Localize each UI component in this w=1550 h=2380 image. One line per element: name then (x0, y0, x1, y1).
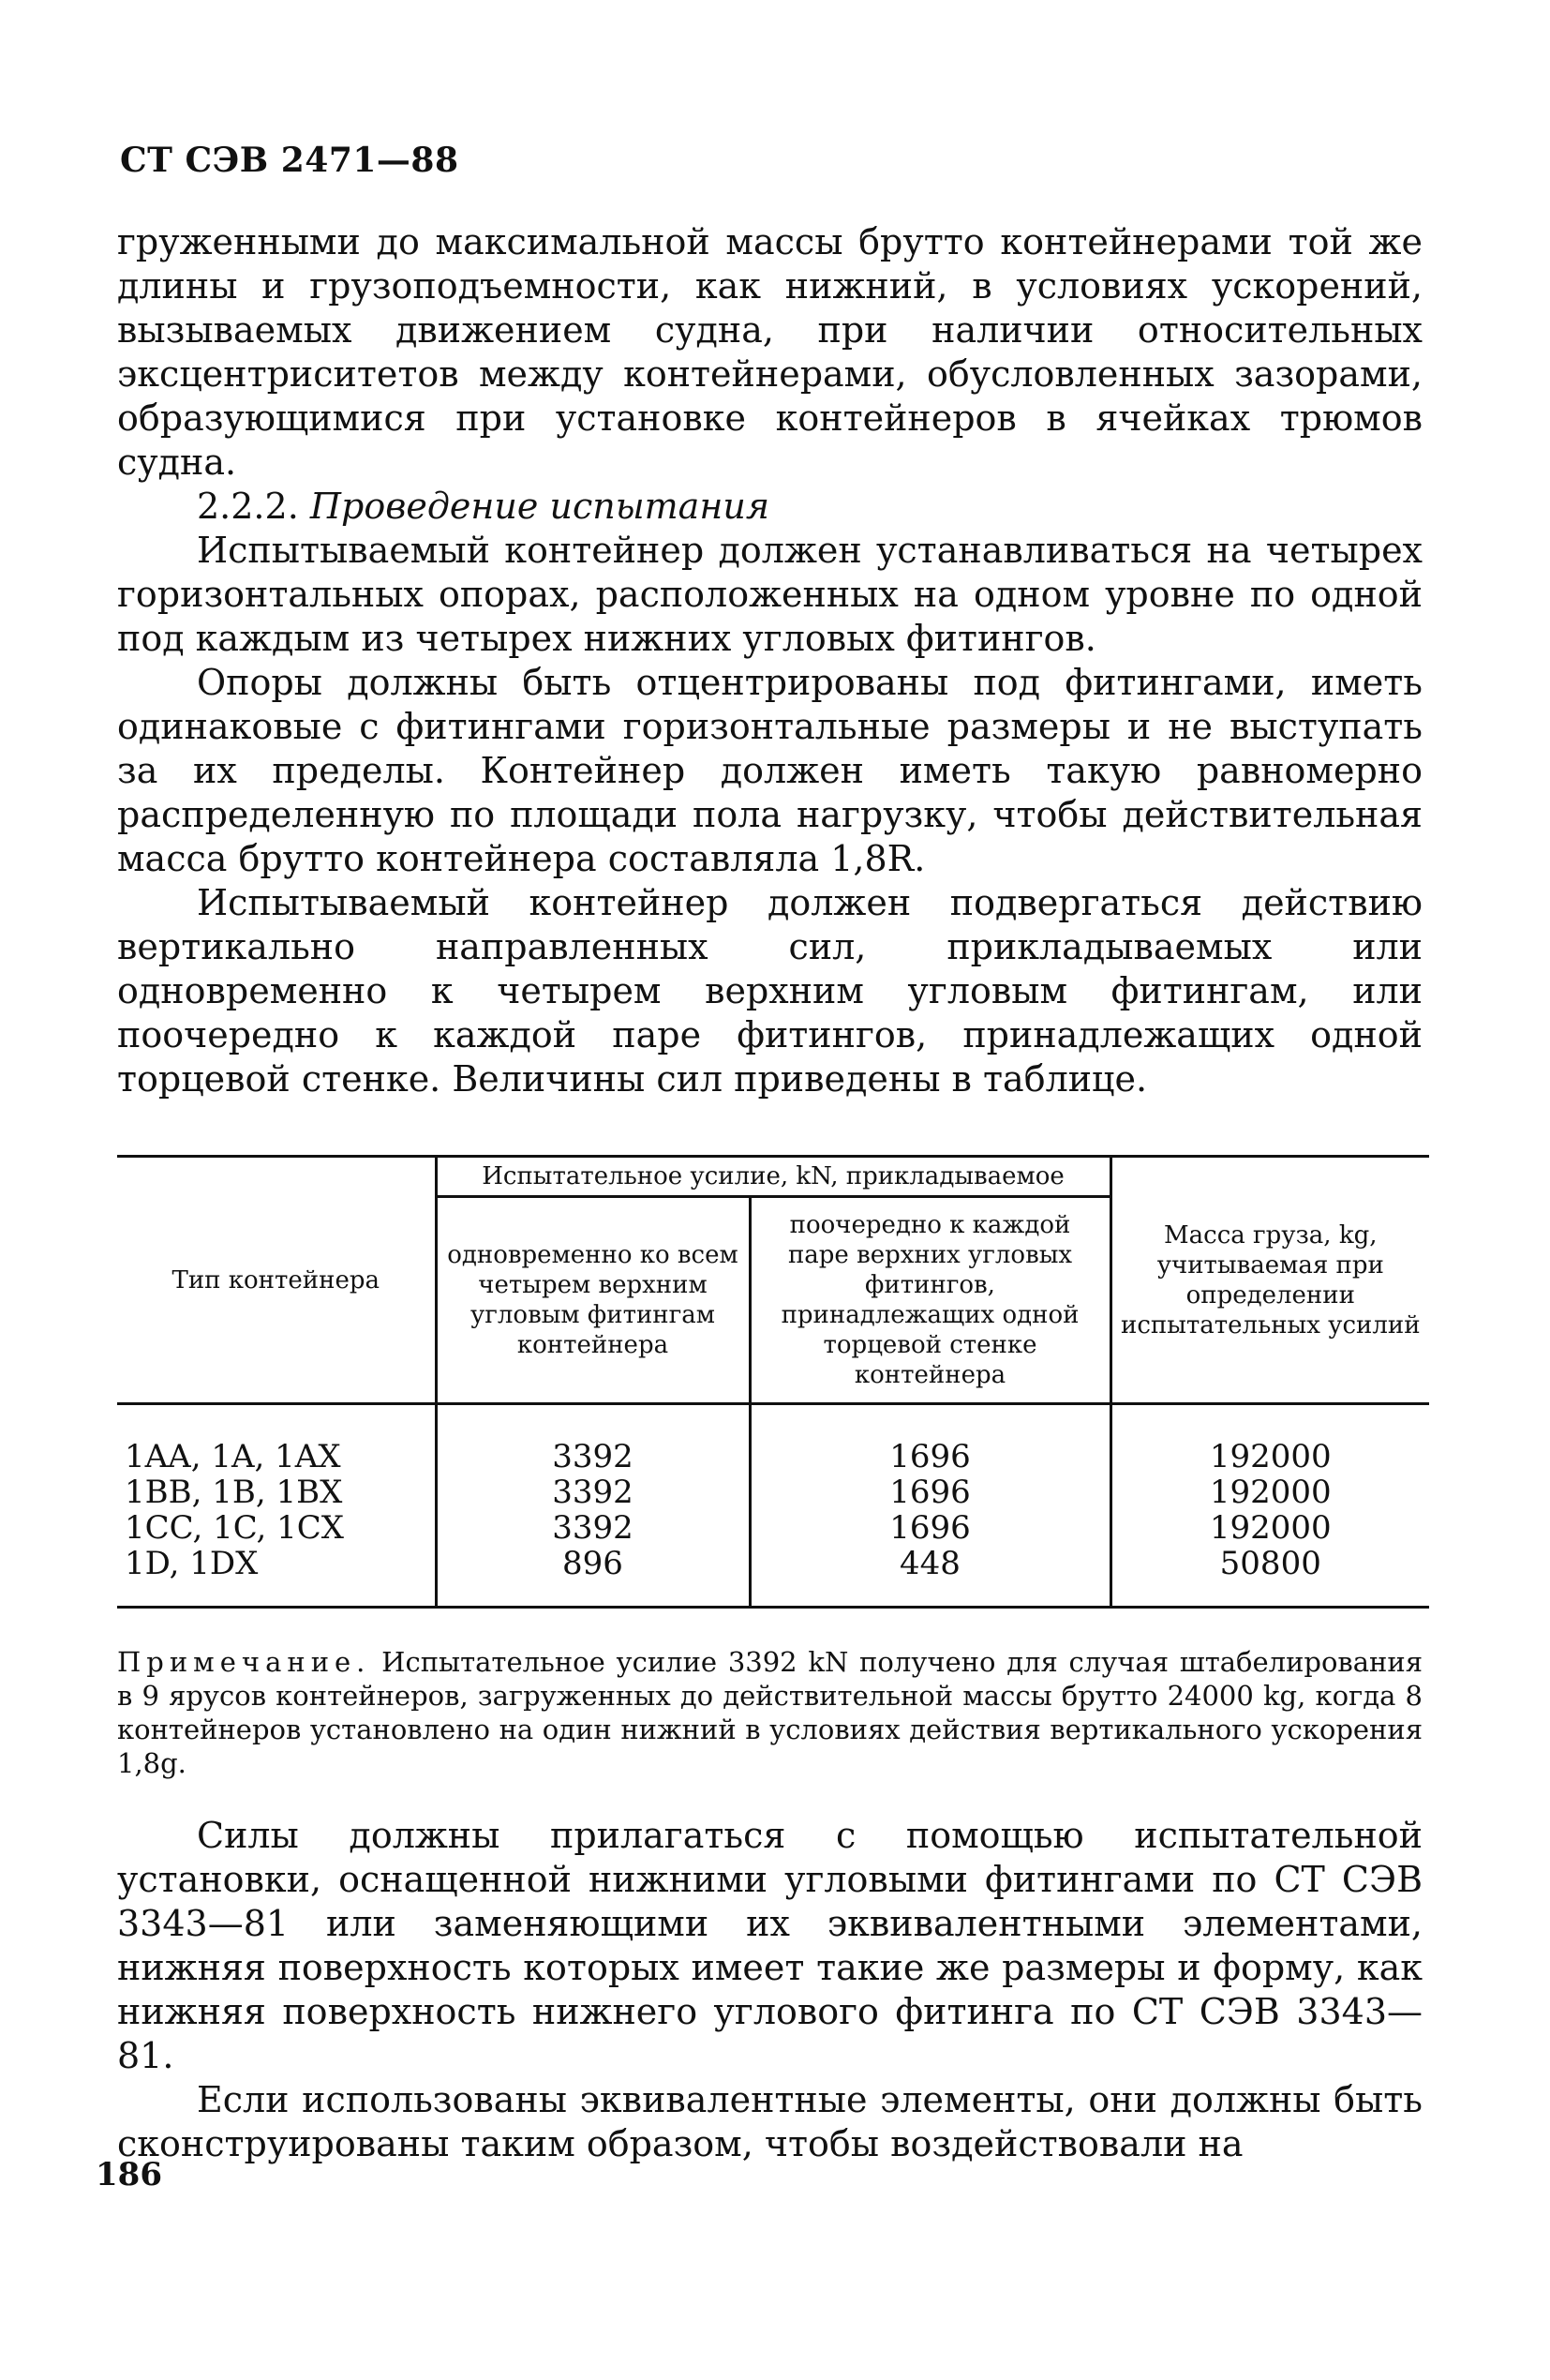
note-label: Примечание. (117, 1646, 371, 1678)
cell-type: 1D, 1DX (125, 1545, 259, 1582)
text-block-bottom (117, 1814, 1423, 2166)
cell-alternate: 448 (750, 1546, 1110, 1608)
cell-alternate: 1696 (750, 1474, 1110, 1510)
section-title: Проведение испытания (309, 486, 769, 527)
page-number: 186 (96, 2156, 162, 2193)
col-header-alternate: поочередно к каждой паре верхних угловых фитингов, принадлежащих одной торцевой стенке контейнера (750, 1197, 1110, 1404)
table-row (117, 1546, 1429, 1608)
section-heading (117, 485, 1423, 529)
cell-simultaneous: 896 (436, 1546, 750, 1608)
paragraph: Силы должны прилагаться с помощью испытательной установки, оснащенной нижними угловыми фитингами по СТ СЭВ 3343—81 или заменяющими их эквивалентными элементами, нижняя поверхность которых имеет такие же размеры и форму, как нижняя поверхность нижнего углового фитинга по СТ СЭВ 3343—81. (117, 1815, 1423, 2076)
cell-mass: 192000 (1110, 1404, 1429, 1475)
paragraph: Испытываемый контейнер должен устанавливаться на четырех горизонтальных опорах, расположенных на одном уровне по одной под каждым из четырех нижних угловых фитингов. (117, 530, 1423, 659)
paragraph: Испытываемый контейнер должен подвергаться действию вертикально направленных сил, прикладываемых или одновременно к четырем верхним угловым фитингам, или поочередно к каждой паре фитингов, принадлежащих одной торцевой стенке. Величины сил приведены в таблице. (117, 882, 1423, 1100)
table-row (117, 1510, 1429, 1546)
running-header: СТ СЭВ 2471—88 (120, 141, 459, 180)
section-number: 2.2.2. (197, 486, 299, 527)
table-row (117, 1404, 1429, 1475)
col-header-mass: Масса груза, kg, учитываемая при определении испытательных усилий (1110, 1157, 1429, 1404)
paragraph: груженными до максимальной массы брутто контейнерами той же длины и грузоподъемности, как нижний, в условиях ускорений, вызываемых движением судна, при наличии относительных эксцентриситетов между контейнерами, обусловленных зазорами, образующимися при установке контейнеров в ячейках трюмов судна. (117, 221, 1423, 483)
cell-type: 1AA, 1A, 1AX (125, 1438, 341, 1475)
paragraph: Опоры должны быть отцентрированы под фитингами, иметь одинаковые с фитингами горизонтальные размеры и не выступать за их пределы. Контейнер должен иметь такую равномерно распределенную по площади пола нагрузку, чтобы действительная масса брутто контейнера составляла 1,8R. (117, 662, 1423, 879)
cell-type: 1CC, 1C, 1CX (125, 1509, 344, 1547)
table-note (117, 1645, 1423, 1780)
cell-mass: 192000 (1110, 1474, 1429, 1510)
cell-mass: 50800 (1110, 1546, 1429, 1608)
cell-type: 1BB, 1B, 1BX (125, 1474, 343, 1511)
forces-table (117, 1155, 1429, 1609)
col-header-group: Испытательное усилие, kN, прикладываемое (436, 1157, 1110, 1197)
cell-simultaneous: 3392 (436, 1474, 750, 1510)
paragraph: Если использованы эквивалентные элементы, они должны быть сконструированы таким образом, чтобы воздействовали на (117, 2079, 1423, 2164)
cell-mass: 192000 (1110, 1510, 1429, 1546)
table-row (117, 1474, 1429, 1510)
text-block-top (117, 220, 1423, 1101)
note-text: Испытательное усилие 3392 kN получено для случая штабелирования в 9 ярусов контейнеров, загруженных до действительной массы брутто 24000 kg, когда 8 контейнеров установлено на один нижний в условиях действия вертикального ускорения 1,8g. (117, 1646, 1423, 1779)
cell-simultaneous: 3392 (436, 1510, 750, 1546)
cell-alternate: 1696 (750, 1510, 1110, 1546)
cell-alternate: 1696 (750, 1404, 1110, 1475)
col-header-type: Тип контейнера (117, 1157, 436, 1404)
cell-simultaneous: 3392 (436, 1404, 750, 1475)
col-header-simultaneous: одновременно ко всем четырем верхним угловым фитингам контейнера (436, 1197, 750, 1404)
